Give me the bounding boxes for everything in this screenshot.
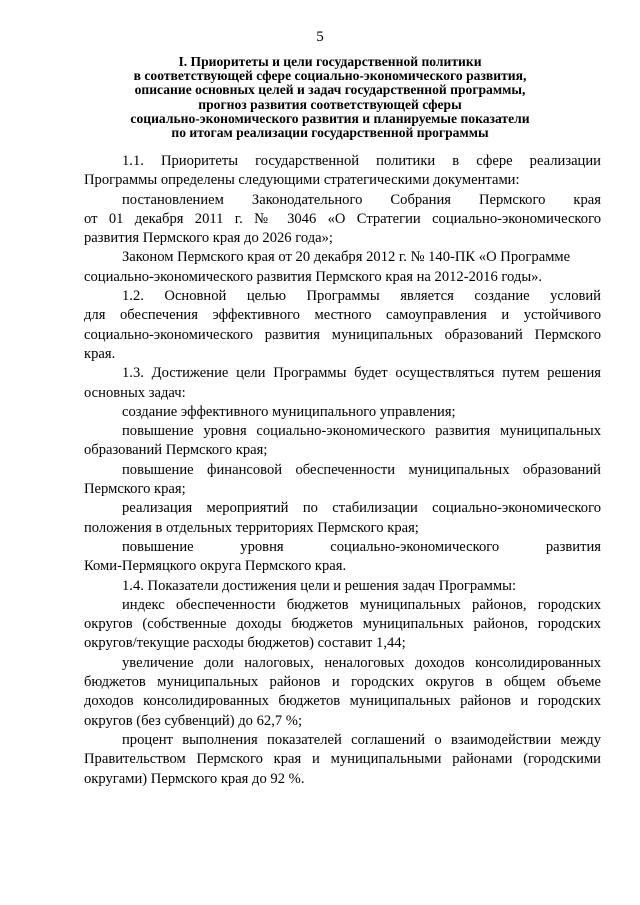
text-line: создание эффективного муниципального управления; bbox=[122, 403, 456, 420]
text-line: Коми-Пермяцкого округа Пермского края. bbox=[84, 558, 347, 575]
text-line: основных задач: bbox=[84, 384, 186, 401]
paragraph-1-1-law bbox=[84, 248, 601, 287]
paragraph-1-1-strategy bbox=[84, 191, 601, 249]
text-line: Пермского края; bbox=[84, 481, 186, 498]
text-line: Законом Пермского края от 20 декабря 2012 г. № 140-ПК «О Программе bbox=[122, 249, 571, 266]
text-line: социально-экономического развития Пермского края на 2012-2016 годы». bbox=[84, 268, 543, 285]
paragraph-1-2 bbox=[84, 287, 601, 364]
paragraph-1-3-task-1 bbox=[84, 403, 601, 422]
paragraph-1-4-indicator-2 bbox=[84, 654, 601, 731]
text-line: процент выполнения показателей соглашений о взаимодействии между bbox=[122, 731, 601, 748]
text-line: повышение уровня социально-экономического развития муниципальных bbox=[122, 423, 601, 440]
text-line: округов (собственные доходы бюджетов муниципальных районов, городских bbox=[84, 616, 601, 633]
text-line: повышение финансовой обеспеченности муниципальных образований bbox=[122, 461, 601, 478]
text-line: положения в отдельных территориях Пермского края; bbox=[84, 519, 419, 536]
paragraph-1-3-task-2 bbox=[84, 422, 601, 461]
text-line: для обеспечения эффективного местного самоуправления и устойчивого bbox=[84, 307, 601, 324]
paragraph-1-3-task-4 bbox=[84, 499, 601, 538]
heading-line: описание основных целей и задач государственной программы, bbox=[134, 82, 526, 98]
text-line: округов/текущие расходы бюджетов) составит 1,44; bbox=[84, 635, 406, 652]
text-line: бюджетов муниципальных районов и городских округов в общем объеме bbox=[84, 674, 601, 691]
text-line: увеличение доли налоговых, неналоговых доходов консолидированных bbox=[122, 654, 601, 671]
text-line: 1.3. Достижение цели Программы будет осуществляться путем решения bbox=[122, 365, 601, 382]
paragraph-1-3-task-5 bbox=[84, 538, 601, 577]
text-line: доходов консолидированных бюджетов муниципальных районов и городских bbox=[84, 693, 601, 710]
heading-line: социально-экономического развития и планируемые показатели bbox=[130, 110, 530, 126]
heading-line: прогноз развития соответствующей сферы bbox=[198, 96, 462, 112]
text-line: социально-экономического развития муниципальных образований Пермского bbox=[84, 326, 601, 343]
text-line: 1.4. Показатели достижения цели и решения задач Программы: bbox=[122, 577, 517, 594]
paragraph-1-4-indicator-1 bbox=[84, 596, 601, 654]
paragraph-1-4 bbox=[84, 577, 601, 596]
text-line: реализация мероприятий по стабилизации социально-экономического bbox=[122, 500, 601, 517]
paragraph-1-3 bbox=[84, 364, 601, 403]
text-line: развития Пермского края до 2026 года»; bbox=[84, 230, 333, 247]
text-line: 1.1. Приоритеты государственной политики в сфере реализации bbox=[122, 153, 601, 169]
text-line: Программы определены следующими стратегическими документами: bbox=[84, 172, 520, 189]
heading-line: по итогам реализации государственной программы bbox=[171, 125, 489, 141]
section-heading bbox=[60, 55, 600, 140]
text-line: Правительством Пермского края и муниципальными районами (городскими bbox=[84, 751, 601, 768]
document-body bbox=[84, 152, 601, 789]
text-line: округами) Пермского края до 92 %. bbox=[84, 770, 305, 787]
heading-line: в соответствующей сфере социально-экономического развития, bbox=[133, 68, 527, 84]
text-line: от 01 декабря 2011 г. № 3046 «О Стратегии социально-экономического bbox=[84, 210, 601, 227]
text-line: повышение уровня социально-экономического развития bbox=[122, 538, 601, 555]
text-line: 1.2. Основной целью Программы является создание условий bbox=[122, 288, 601, 305]
text-line: постановлением Законодательного Собрания Пермского края bbox=[122, 191, 601, 208]
paragraph-1-3-task-3 bbox=[84, 461, 601, 500]
text-line: края. bbox=[84, 345, 116, 362]
heading-line: I. Приоритеты и цели государственной политики bbox=[178, 54, 482, 69]
paragraph-1-4-indicator-3 bbox=[84, 731, 601, 789]
page-number: 5 bbox=[316, 29, 324, 45]
paragraph-1-1 bbox=[84, 152, 601, 191]
text-line: округов (без субвенций) до 62,7 %; bbox=[84, 712, 303, 729]
text-line: индекс обеспеченности бюджетов муниципальных районов, городских bbox=[122, 596, 601, 613]
text-line: образований Пермского края; bbox=[84, 442, 268, 459]
